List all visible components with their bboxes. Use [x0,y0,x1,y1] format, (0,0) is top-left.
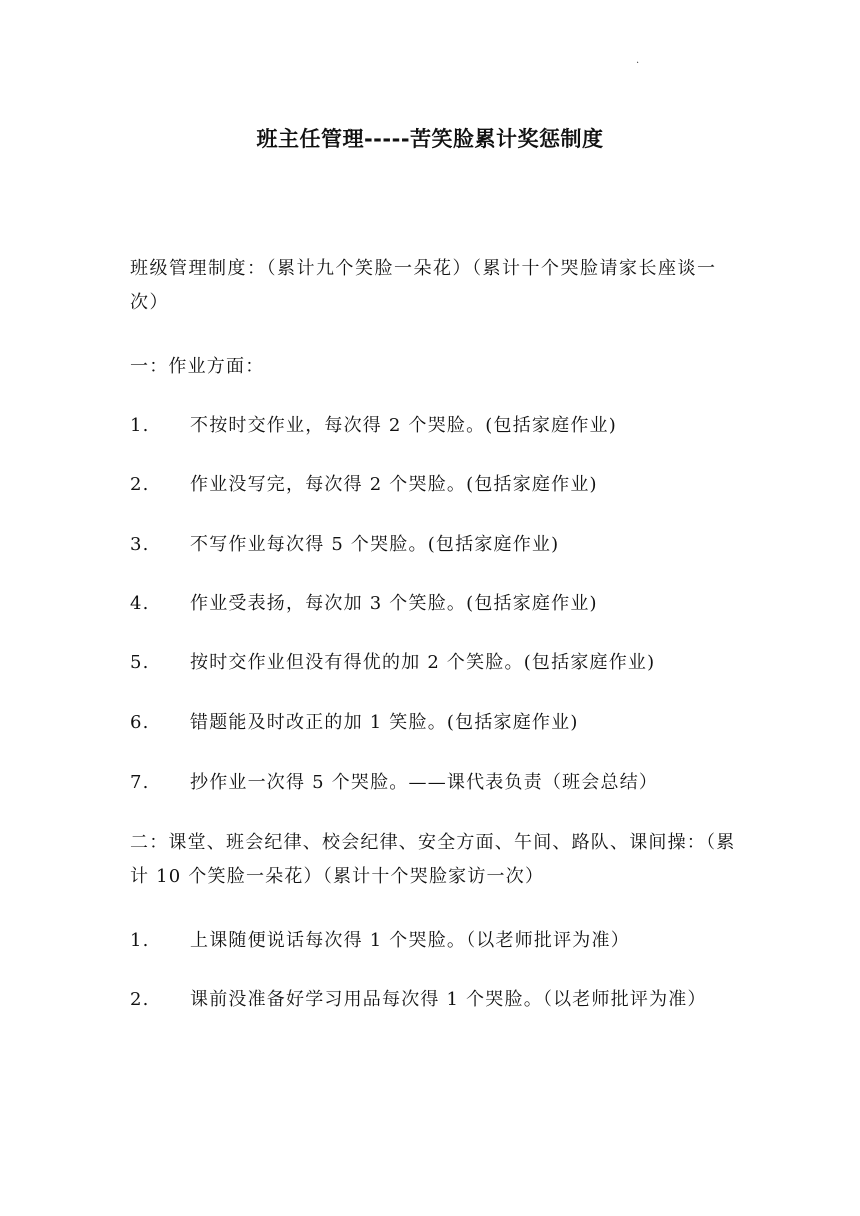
list-item-text: 按时交作业但没有得优的加 2 个笑脸。(包括家庭作业) [190,652,656,673]
list-item [130,470,750,500]
list-item-number: 1. [130,415,150,436]
list-item-text: 作业没写完，每次得 2 个哭脸。(包括家庭作业) [190,474,598,495]
list-item-number: 4. [130,593,150,614]
list-item-number: 7. [130,772,150,793]
list-item-text: 作业受表扬，每次加 3 个笑脸。(包括家庭作业) [190,593,598,614]
intro-paragraph: 班级管理制度：（累计九个笑脸一朵花）（累计十个哭脸请家长座谈一次） [130,258,717,313]
list-item [130,708,750,738]
list-item [130,985,750,1015]
list-item-text: 抄作业一次得 5 个哭脸。——课代表负责（班会总结） [190,772,659,793]
list-item-text: 不写作业每次得 5 个哭脸。(包括家庭作业) [190,534,560,555]
list-item-number: 3. [130,534,150,555]
list-item-text: 课前没准备好学习用品每次得 1 个哭脸。（以老师批评为准） [190,989,707,1010]
list-item [130,768,750,798]
corner-mark: . [636,55,640,66]
section-2-heading: 二：课堂、班会纪律、校会纪律、安全方面、午间、路队、课间操：（累计 10 个笑脸一朵花）（累计十个哭脸家访一次） [130,832,736,887]
list-item-text: 不按时交作业，每次得 2 个哭脸。(包括家庭作业) [190,415,617,436]
list-item-number: 1. [130,930,150,951]
list-item [130,648,750,678]
list-item-number: 6. [130,712,150,733]
list-item-number: 5. [130,652,150,673]
list-item [130,926,750,956]
list-item [130,589,750,619]
list-item [130,530,750,560]
list-item-text: 上课随便说话每次得 1 个哭脸。（以老师批评为准） [190,930,630,951]
list-item-number: 2. [130,474,150,495]
list-item-text: 错题能及时改正的加 1 笑脸。(包括家庭作业) [190,712,579,733]
list-item [130,411,750,441]
list-item-number: 2. [130,989,150,1010]
document-title: 班主任管理-----苦笑脸累计奖惩制度 [256,127,604,151]
section-1-heading: 一：作业方面： [130,356,265,377]
